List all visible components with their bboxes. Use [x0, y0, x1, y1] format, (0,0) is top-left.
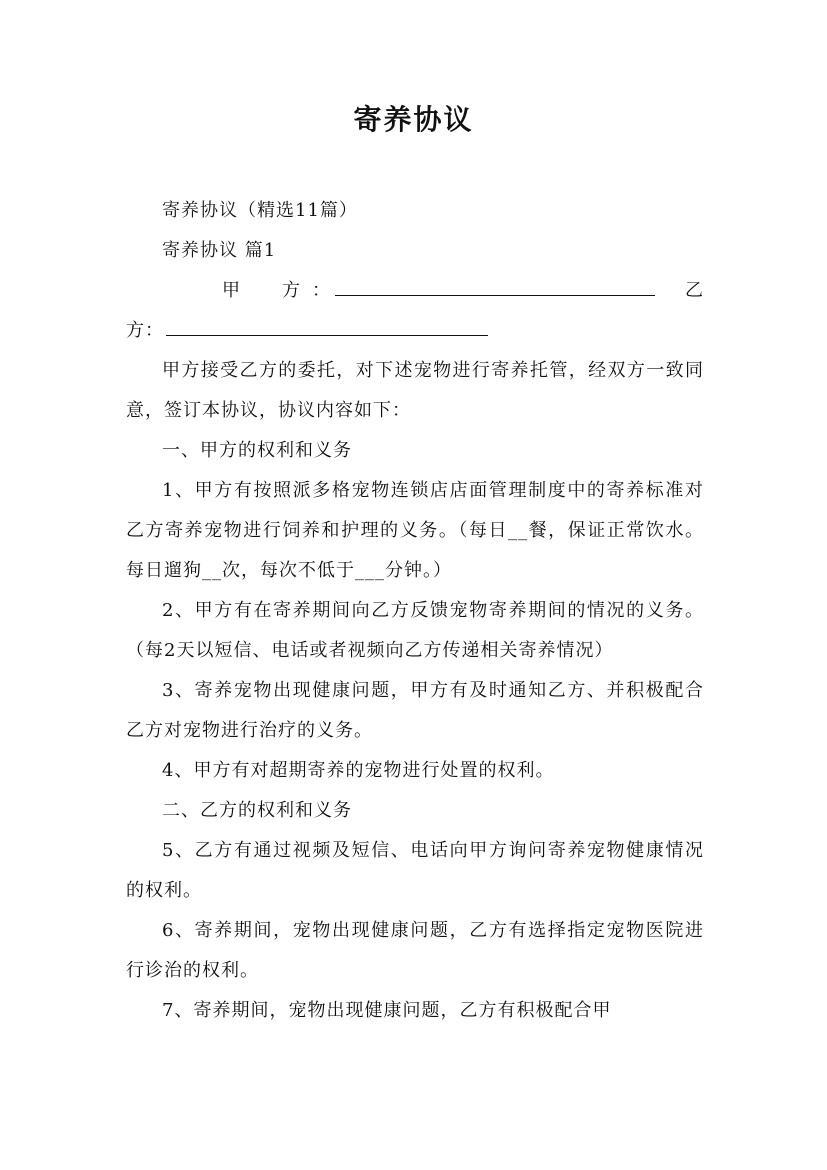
intro-line: 寄养协议（精选11篇）: [162, 200, 358, 221]
paragraph-preamble: 甲方接受乙方的委托，对下述宠物进行寄养托管，经双方一致同意，签订本协议，协议内容如下：: [126, 360, 704, 421]
party-b-blank: [166, 315, 488, 336]
clause-7: 7、寄养期间，宠物出现健康问题，乙方有积极配合甲: [162, 1000, 612, 1021]
party-b-label: 乙: [685, 280, 704, 301]
document-title: 寄养协议: [353, 103, 474, 136]
party-a-blank: [335, 275, 655, 296]
party-b-field: [126, 311, 704, 351]
party-a-label: 甲 方: [222, 280, 312, 301]
section-heading-b: 二、乙方的权利和义务: [162, 800, 352, 821]
party-b-label-cont: 方：: [126, 320, 164, 341]
document-body: [126, 191, 704, 1031]
section-heading-a: 一、甲方的权利和义务: [162, 440, 352, 461]
clause-3: 3、寄养宠物出现健康问题，甲方有及时通知乙方、并积极配合乙方对宠物进行治疗的义务。: [126, 680, 704, 741]
clause-6: 6、寄养期间，宠物出现健康问题，乙方有选择指定宠物医院进行诊治的权利。: [126, 920, 704, 981]
party-line: [126, 271, 704, 311]
clause-4: 4、甲方有对超期寄养的宠物进行处置的权利。: [162, 760, 555, 781]
party-a-field: [222, 271, 655, 311]
chapter-heading: 寄养协议 篇1: [162, 240, 277, 261]
party-a-colon: ：: [312, 280, 331, 301]
clause-5: 5、乙方有通过视频及短信、电话向甲方询问寄养宠物健康情况的权利。: [126, 840, 704, 901]
clause-2: 2、甲方有在寄养期间向乙方反馈宠物寄养期间的情况的义务。（每2天以短信、电话或者视频向乙方传递相关寄养情况）: [126, 600, 704, 661]
clause-1: 1、甲方有按照派多格宠物连锁店店面管理制度中的寄养标准对乙方寄养宠物进行饲养和护理的义务。（每日__餐，保证正常饮水。每日遛狗__次，每次不低于___分钟。）: [126, 480, 704, 581]
